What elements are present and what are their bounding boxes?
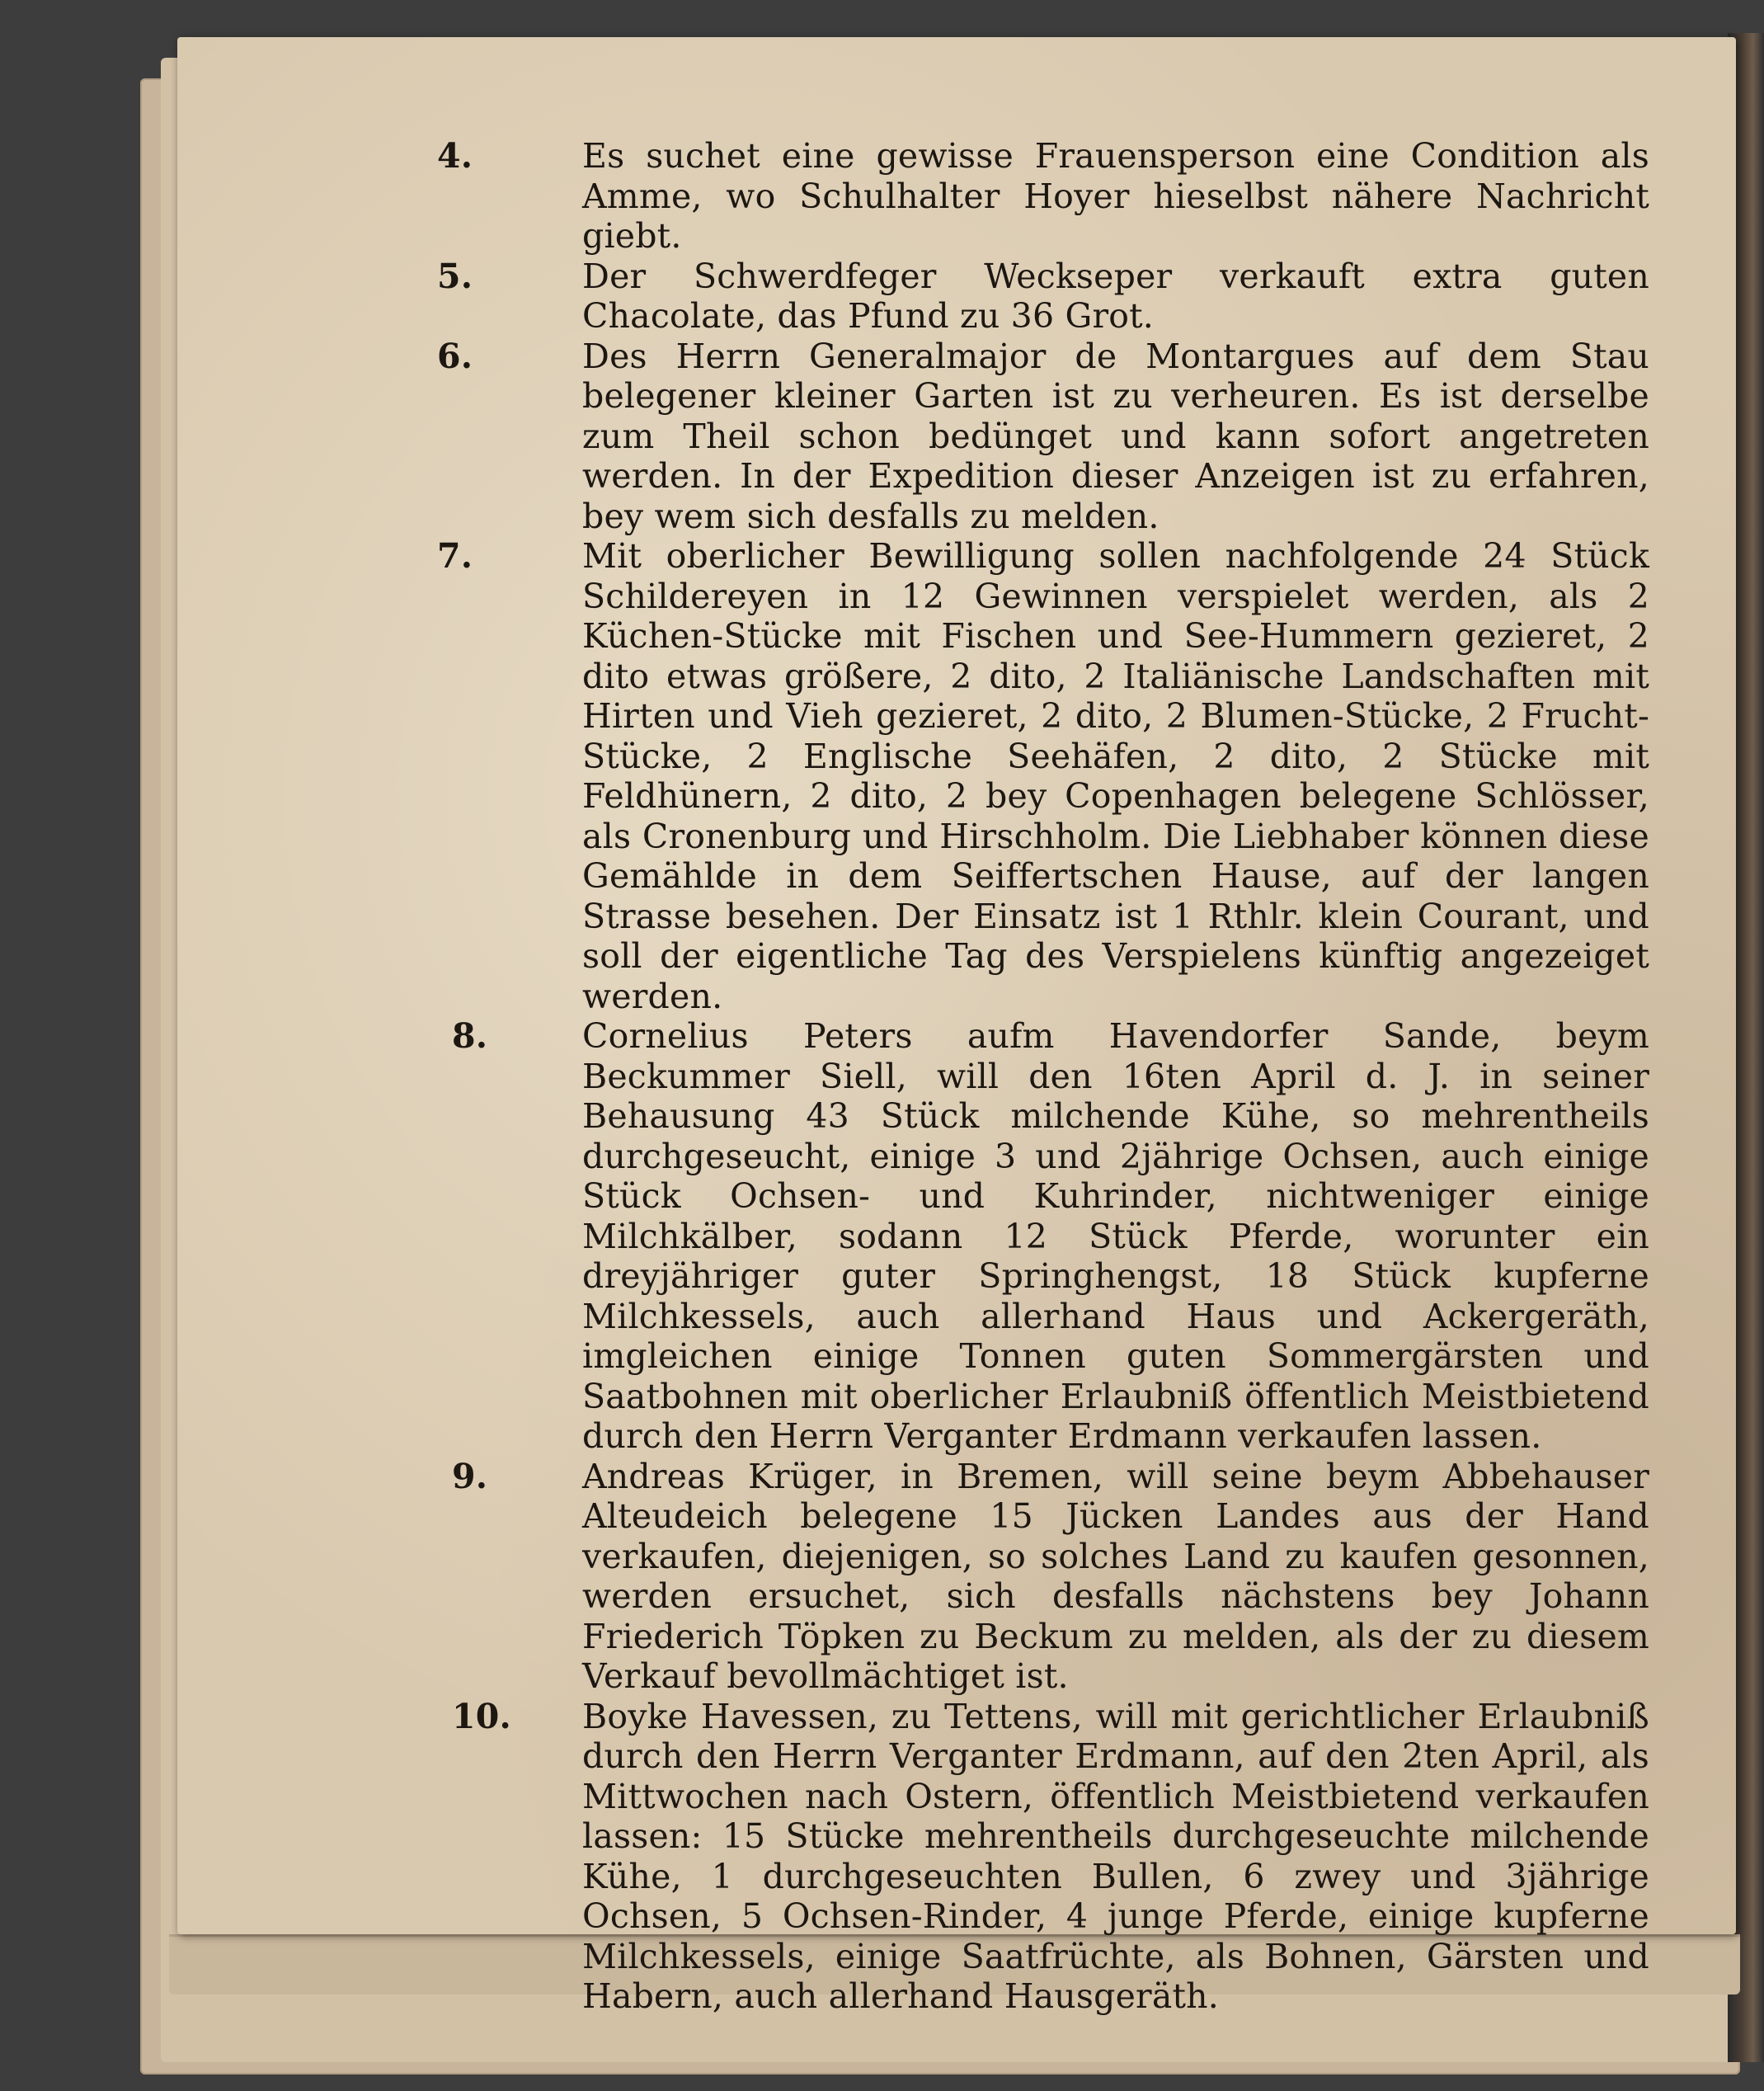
entry-text: Cornelius Peters aufm Havendorfer Sande, beym Beckummer Siell, will den 16ten April d. J. in seiner Behausung 43 Stück milchende Kühe, so mehrentheils durchgeseucht, einige 3 und 2jährige Ochsen, auch einige Stück Ochsen- und Kuhrinder, nichtweniger einige Milchkälber, sodann 12 Stück Pferde, worunter ein dreyjähriger guter Springhengst, 18 Stück kupferne Milchkessels, auch allerhand Haus und Ackergeräth, imgleichen einige Tonnen guten Sommergärsten und Saatbohnen mit oberlicher Erlaubniß öffentlich Meistbietend durch den Herrn Verganter Erdmann verkaufen lassen. [582, 1016, 1649, 1456]
advertisement-entry [437, 136, 1649, 257]
entry-number: 4. [437, 136, 473, 176]
entry-number: 8. [452, 1016, 488, 1056]
entry-text: Mit oberlicher Bewilligung sollen nachfolgende 24 Stück Schildereyen in 12 Gewinnen verspielet werden, als 2 Küchen-Stücke mit Fischen und See-Hummern gezieret, 2 dito etwas größere, 2 dito, 2 Italiänische Landschaften mit Hirten und Vieh gezieret, 2 dito, 2 Blumen-Stücke, 2 Frucht-Stücke, 2 Englische Seehäfen, 2 dito, 2 Stücke mit Feldhünern, 2 dito, 2 bey Copenhagen belegene Schlösser, als Cronenburg und Hirschholm. Die Liebhaber können diese Gemählde in dem Seiffertschen Hause, auf der langen Strasse besehen. Der Einsatz ist 1 Rthlr. klein Courant, und soll der eigentliche Tag des Verspielens künftig angezeiget werden. [582, 536, 1649, 1016]
entry-number: 10. [452, 1696, 511, 1736]
entry-text: Es suchet eine gewisse Frauensperson eine Condition als Amme, wo Schulhalter Hoyer hieselbst nähere Nachricht giebt. [582, 136, 1649, 256]
entry-text: Des Herrn Generalmajor de Montargues auf dem Stau belegener kleiner Garten ist zu verheuren. Es ist derselbe zum Theil schon bedünget und kann sofort angetreten werden. In der Expedition dieser Anzeigen ist zu erfahren, bey wem sich desfalls zu melden. [582, 336, 1649, 536]
advertisement-entry [437, 257, 1649, 337]
advertisement-entry [437, 536, 1649, 1016]
entry-number: 5. [437, 256, 473, 296]
advertisement-entry [437, 1016, 1649, 1457]
advertisement-entry [437, 337, 1649, 537]
entry-text: Andreas Krüger, in Bremen, will seine beym Abbehauser Alteudeich belegene 15 Jücken Landes aus der Hand verkaufen, diejenigen, so solches Land zu kaufen gesonnen, werden ersuchet, sich desfalls nächstens bey Johann Friederich Töpken zu Beckum zu melden, als der zu diesem Verkauf bevollmächtiget ist. [582, 1456, 1649, 1696]
entry-text: Boyke Havessen, zu Tettens, will mit gerichtlicher Erlaubniß durch den Herrn Verganter Erdmann, auf den 2ten April, als Mittwochen nach Ostern, öffentlich Meistbietend verkaufen lassen: 15 Stücke mehrentheils durchgeseuchte milchende Kühe, 1 durchgeseuchten Bullen, 6 zwey und 3jährige Ochsen, 5 Ochsen-Rinder, 4 junge Pferde, einige kupferne Milchkessels, einige Saatfrüchte, als Bohnen, Gärsten und Habern, auch allerhand Hausgeräth. [582, 1696, 1649, 2016]
entry-number: 6. [437, 336, 473, 376]
entry-number: 9. [452, 1456, 488, 1496]
entry-text: Der Schwerdfeger Weckseper verkauft extra guten Chacolate, das Pfund zu 36 Grot. [582, 256, 1649, 336]
advertisement-entry [437, 1457, 1649, 1697]
entry-number: 7. [437, 536, 473, 576]
advertisement-list [437, 136, 1649, 2017]
advertisement-entry [437, 1697, 1649, 2017]
